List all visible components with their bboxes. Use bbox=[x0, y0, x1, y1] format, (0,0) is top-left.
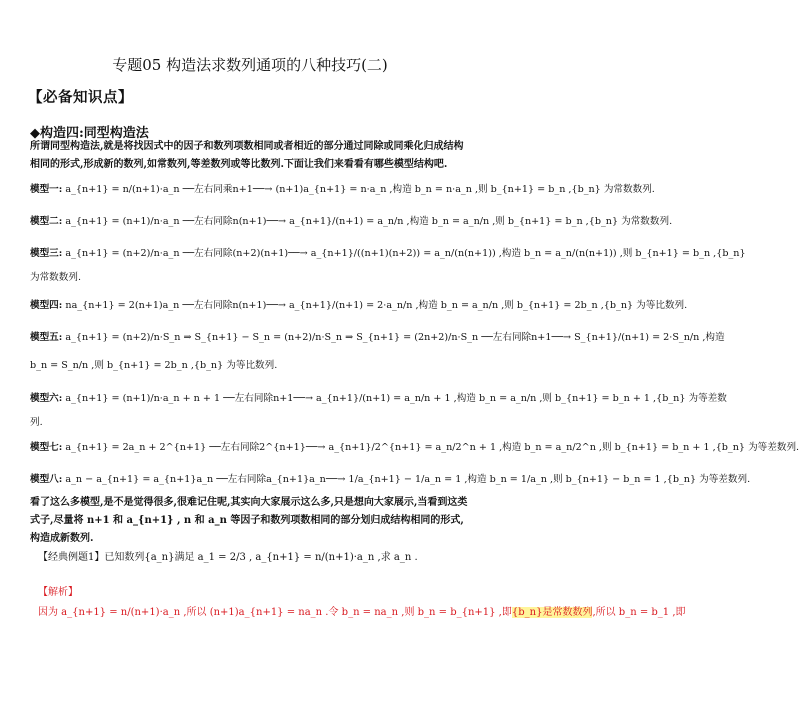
model-formula: a_{n+1} = (n+1)/n·a_n + n + 1 ──左右同除n+1──→ a_{n+1}/(n+1) = a_n/n + 1 ,构造 b_n = a_n/n ,则 b_{n+1} = b_n + 1 ,{b_n} 为等差数 bbox=[65, 393, 727, 404]
model-2 bbox=[30, 213, 672, 227]
model-label: 模型七: bbox=[30, 442, 63, 453]
model-5 bbox=[30, 329, 725, 343]
intro-paragraph: 所谓同型构造法,就是将找因式中的因子和数列项数相同或者相近的部分通过同除或同乘化归成结构相同的形式,形成新的数列,如常数列,等差数列或等比数列.下面让我们来看看有哪些模型结构吧. bbox=[30, 141, 464, 170]
model-6 bbox=[30, 390, 727, 404]
model-formula: a_{n+1} = n/(n+1)·a_n ──左右同乘n+1──→ (n+1)a_{n+1} = n·a_n ,构造 b_n = n·a_n ,则 b_{n+1} = b_n ,{b_n} 为常数数列. bbox=[65, 184, 655, 195]
model-5-continued: b_n = S_n/n ,则 b_{n+1} = 2b_n ,{b_n} 为等比数列. bbox=[30, 360, 278, 371]
analysis-label: 【解析】 bbox=[38, 587, 78, 598]
model-formula: a_{n+1} = (n+1)/n·a_n ──左右同除n(n+1)──→ a_{n+1}/(n+1) = a_n/n ,构造 b_n = a_n/n ,则 b_{n+1} = b_n ,{b_n} 为常数数列. bbox=[65, 216, 673, 227]
solution-line bbox=[38, 603, 686, 618]
model-label: 模型六: bbox=[30, 393, 63, 404]
model-formula: a_{n+1} = 2a_n + 2^{n+1} ──左右同除2^{n+1}──→ a_{n+1}/2^{n+1} = a_n/2^n + 1 ,构造 b_n = a_n/2^n ,则 b_{n+1} = b_n + 1 ,{b_n} 为等差数列. bbox=[65, 442, 799, 453]
model-label: 模型一: bbox=[30, 184, 63, 195]
model-8 bbox=[30, 471, 750, 485]
model-1 bbox=[30, 181, 655, 195]
solution-suffix: ,所以 b_n = b_1 ,即 bbox=[592, 607, 686, 618]
model-3-continued: 为常数数列. bbox=[30, 272, 82, 283]
model-label: 模型二: bbox=[30, 216, 63, 227]
model-7 bbox=[30, 439, 799, 453]
model-label: 模型八: bbox=[30, 474, 63, 485]
model-label: 模型五: bbox=[30, 332, 63, 343]
summary-paragraph: 看了这么多模型,是不是觉得很多,很难记住呢,其实向大家展示这么多,只是想向大家展示,当看到这类式子,尽量将 n+1 和 a_{n+1} , n 和 a_n 等因子和数列项数相同的部分划归成结构相同的形式,构造成新数列. bbox=[30, 497, 468, 544]
model-formula: a_{n+1} = (n+2)/n·S_n ⇒ S_{n+1} − S_n = (n+2)/n·S_n ⇒ S_{n+1} = (2n+2)/n·S_n ──左右同除n+1──→ S_{n+1}/(n+1) = 2·S_n/n ,构造 bbox=[65, 332, 725, 343]
subheading: ◆构造四:同型构造法 bbox=[30, 126, 149, 141]
model-label: 模型三: bbox=[30, 248, 63, 259]
model-6-continued: 列. bbox=[30, 417, 43, 428]
solution-prefix: 因为 a_{n+1} = n/(n+1)·a_n ,所以 (n+1)a_{n+1} = na_n .令 b_n = na_n ,则 b_n = b_{n+1} ,即 bbox=[38, 607, 512, 618]
model-3 bbox=[30, 245, 746, 259]
solution-highlight: {b_n}是常数数列 bbox=[511, 607, 593, 618]
model-4 bbox=[30, 297, 687, 311]
model-formula: a_{n+1} = (n+2)/n·a_n ──左右同除(n+2)(n+1)──→ a_{n+1}/((n+1)(n+2)) = a_n/(n(n+1)) ,构造 b_n = a_n/(n(n+1)) ,则 b_{n+1} = b_n ,{b_n} bbox=[65, 248, 746, 259]
model-formula: na_{n+1} = 2(n+1)a_n ──左右同除n(n+1)──→ a_{n+1}/(n+1) = 2·a_n/n ,构造 b_n = a_n/n ,则 b_{n+1} = 2b_n ,{b_n} 为等比数列. bbox=[65, 300, 688, 311]
model-label: 模型四: bbox=[30, 300, 63, 311]
example-problem: 【经典例题1】已知数列{a_n}满足 a_1 = 2/3 , a_{n+1} = n/(n+1)·a_n ,求 a_n . bbox=[38, 552, 418, 563]
page-title: 专题05 构造法求数列通项的八种技巧(二) bbox=[112, 56, 388, 74]
section-heading: 【必备知识点】 bbox=[28, 89, 133, 106]
model-formula: a_n − a_{n+1} = a_{n+1}a_n ──左右同除a_{n+1}a_n──→ 1/a_{n+1} − 1/a_n = 1 ,构造 b_n = 1/a_n ,则 b_{n+1} − b_n = 1 ,{b_n} 为等差数列. bbox=[65, 474, 751, 485]
